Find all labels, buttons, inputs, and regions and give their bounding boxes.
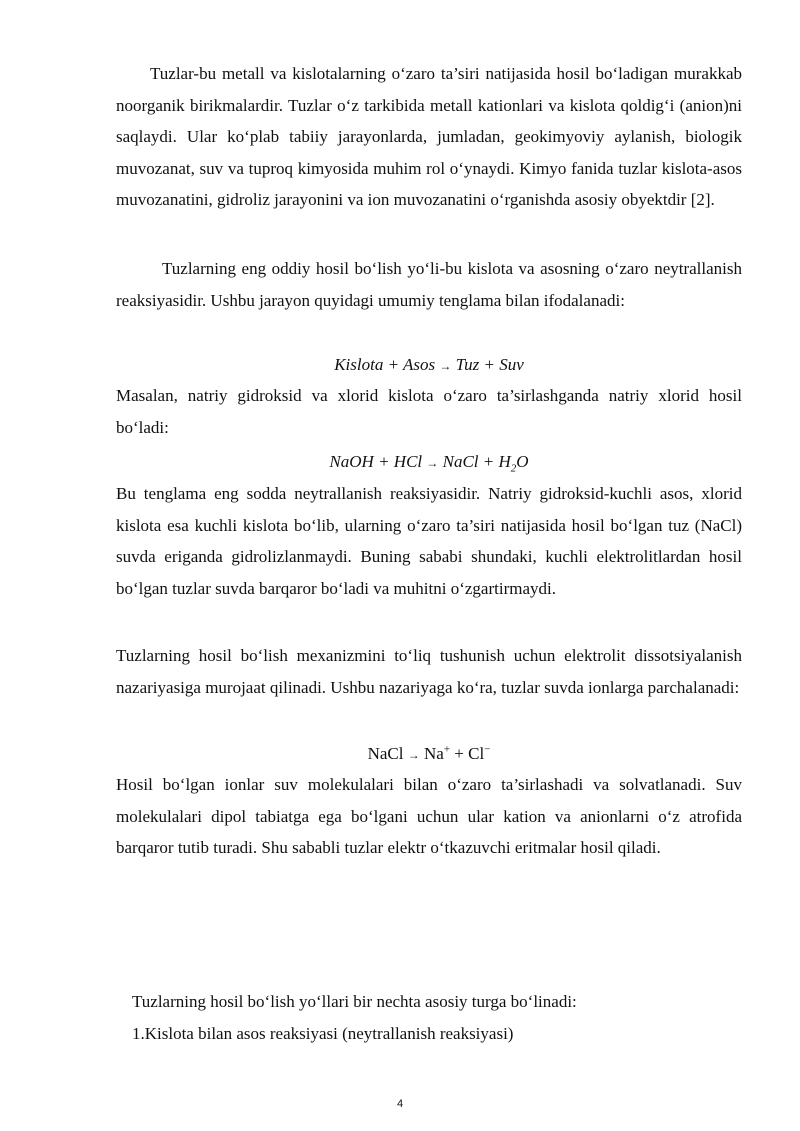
equation-right: Tuz + Suv	[455, 355, 524, 374]
paragraph-dissociation-theory: Tuzlarning hosil bo‘lish mexanizmini to‘liq tushunish uchun elektrolit dissotsiyalanish nazariyasiga murojaat qilinadi. Ushbu nazariyaga ko‘ra, tuzlar suvda ionlarga parchalanadi:	[116, 646, 742, 697]
equation-left: NaCl	[367, 744, 404, 763]
subscript: 2	[510, 462, 517, 475]
superscript-plus: +	[443, 743, 451, 756]
equation-naoh-hcl	[116, 446, 742, 480]
equation-nacl-dissociation	[116, 738, 742, 772]
paragraph-neutralization-intro: Tuzlarning eng oddiy hosil bo‘lish yo‘li-bu kislota va asosning o‘zaro neytrallanish reaksiyasidir. Ushbu jarayon quyidagi umumiy tenglama bilan ifodalanadi:	[116, 259, 742, 310]
superscript-minus: −	[484, 743, 491, 756]
arrow-icon: →	[439, 359, 452, 373]
arrow-icon: →	[407, 748, 420, 762]
equation-right-a: NaCl + H	[442, 452, 511, 471]
list-item-acid-base: 1.Kislota bilan asos reaksiyasi (neytrallanish reaksiyasi)	[132, 1024, 514, 1043]
paragraph-formation-types: Tuzlarning hosil bo‘lish yo‘llari bir nechta asosiy turga bo‘linadi:	[132, 992, 577, 1011]
equation-right-b: O	[516, 452, 529, 471]
ion-na: Na	[423, 744, 444, 763]
ion-cl: + Cl	[450, 744, 485, 763]
equation-left: NaOH + HCl	[329, 452, 423, 471]
equation-general-neutralization	[116, 349, 742, 383]
arrow-icon: →	[426, 456, 439, 470]
page-number: 4	[396, 1098, 404, 1110]
paragraph-salts-definition: Tuzlar-bu metall va kislotalarning o‘zaro ta’siri natijasida hosil bo‘ladigan murakkab noorganik birikmalardir. Tuzlar o‘z tarkibida metall kationlari va kislota qoldig‘i (anion)ni saqlaydi. Ular ko‘plab tabiiy jarayonlarda, jumladan, geokimyoviy aylanish, biologik muvozanat, suv va tuproq kimyosida muhim rol o‘ynaydi. Kimyo fanida tuzlar kislota-asos muvozanatini, gidroliz jarayonini va ion muvozanatini o‘rganishda asosiy obyektdir [2].	[116, 64, 742, 209]
paragraph-solvation: Hosil bo‘lgan ionlar suv molekulalari bilan o‘zaro ta’sirlashadi va solvatlanadi. Suv molekulalari dipol tabiatga ega bo‘lgani uchun ular kation va anionlarni o‘z atrofida barqaror tutib turadi. Shu sababli tuzlar elektr o‘tkazuvchi eritmalar hosil qiladi.	[116, 775, 742, 857]
paragraph-strong-electrolytes: Bu tenglama eng sodda neytrallanish reaksiyasidir. Natriy gidroksid-kuchli asos, xlorid kislota esa kuchli kislota bo‘lib, ularning o‘zaro ta’siri natijasida hosil bo‘lgan tuz (NaCl) suvda eriganda gidrolizlanmaydi. Buning sababi shundaki, kuchli elektrolitlardan hosil bo‘lgan tuzlar suvda barqaror bo‘ladi va muhitni o‘zgartirmaydi.	[116, 484, 742, 598]
equation-left: Kislota + Asos	[334, 355, 436, 374]
paragraph-example: Masalan, natriy gidroksid va xlorid kislota o‘zaro ta’sirlashganda natriy xlorid hosil bo‘ladi:	[116, 386, 742, 437]
